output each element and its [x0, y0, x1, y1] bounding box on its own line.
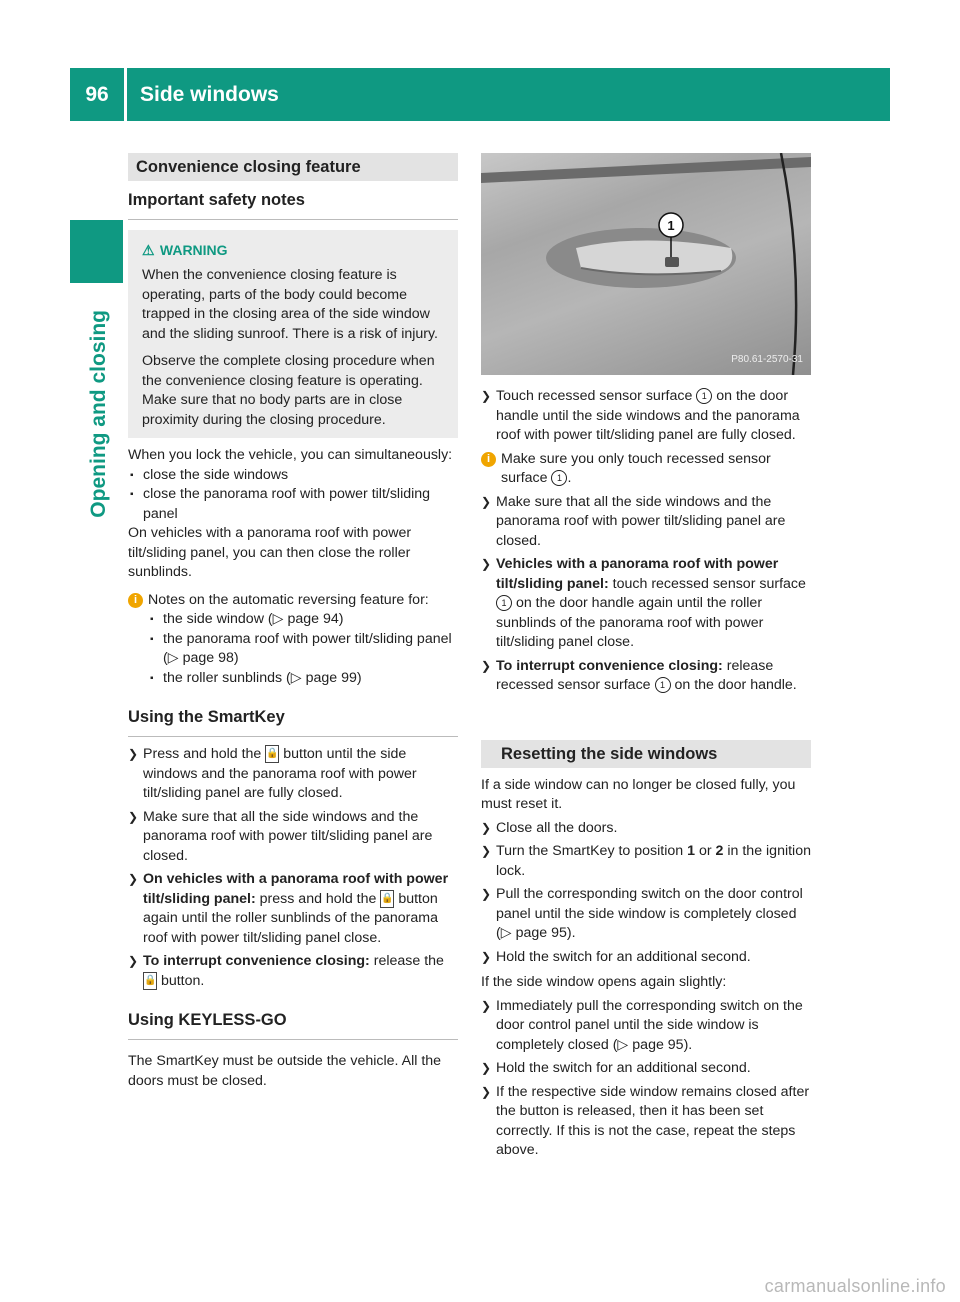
keyless-text: The SmartKey must be outside the vehicle. All the doors must be closed. [128, 1053, 442, 1089]
arrow-icon: ❯ [481, 844, 492, 858]
arrow-icon: ❯ [481, 820, 492, 835]
step-item [481, 555, 811, 653]
warning-triangle-icon: ⚠ [142, 242, 155, 258]
photo-code: P80.61-2570-31 [731, 353, 803, 365]
step-item [128, 808, 458, 867]
step-text: release recessed sensor surface [496, 657, 774, 693]
step-text: press and hold the [259, 890, 377, 907]
step-text: Turn the SmartKey to position [496, 843, 684, 859]
step-text: in the ignition lock. [496, 843, 811, 879]
list-item: ▪ close the panorama roof with power tilt/sliding panel [128, 485, 458, 524]
step-text: button. [160, 972, 205, 989]
arrow-icon: ❯ [481, 494, 492, 509]
warning-label: WARNING [159, 242, 228, 258]
arrow-icon: ❯ [481, 998, 492, 1013]
step-item [481, 657, 811, 696]
step-text: on the door handle again until the roller sunblinds of the panorama roof with power tilt/sliding panel close. [496, 595, 764, 650]
door-handle-illustration [481, 153, 811, 375]
info-note-text: Notes on the automatic reversing feature for: [148, 591, 429, 608]
step-item [481, 842, 811, 881]
step-text: Make sure that all the side windows and the panorama roof with power tilt/sliding panel are closed. [143, 808, 433, 864]
arrow-icon: ❯ [128, 747, 139, 761]
door-handle-photo [481, 153, 811, 375]
step-item [481, 1059, 811, 1079]
page-number: 96 [85, 83, 109, 106]
step-text: Immediately pull the corresponding switch on the door control panel until the side window is completely closed (▷ page 95). [496, 997, 803, 1053]
position-value: 1 [687, 843, 695, 859]
page-reference: ▪ the roller sunblinds (▷ page 99) [148, 669, 458, 689]
step-item [481, 493, 811, 552]
step-text: Close all the doors. [496, 819, 618, 836]
step-text: Pull the corresponding switch on the door control panel until the side window is completely closed (▷ page 95). [496, 886, 803, 941]
reset-intro: If a side window can no longer be closed fully, you must reset it. [481, 776, 796, 812]
arrow-icon: ❯ [481, 557, 492, 571]
warning-text-1: When the convenience closing feature is operating, parts of the body could become trapped in the closing area of the side window and the sliding sunroof. There is a risk of injury. [142, 267, 438, 342]
section-title: Convenience closing feature [128, 153, 458, 181]
arrow-icon: ❯ [481, 887, 492, 901]
step-item [481, 885, 811, 944]
info-icon: i [481, 452, 496, 467]
step-text: release the [373, 953, 444, 969]
arrow-icon: ❯ [481, 1061, 492, 1075]
info-text: . [567, 470, 572, 486]
step-bold: On vehicles with a panorama roof with power tilt/sliding panel: [143, 871, 449, 907]
step-bold: Vehicles with a panorama roof with power tilt/sliding panel: [496, 556, 779, 592]
callout-marker: 1 [655, 677, 671, 693]
info-icon: i [128, 593, 143, 608]
step-text: on the door handle until the side windows and the panorama roof with power tilt/sliding panel are fully closed. [496, 388, 800, 443]
arrow-icon: ❯ [128, 954, 139, 968]
step-item [481, 387, 811, 446]
page-reference: ▪ the panorama roof with power tilt/sliding panel (▷ page 98) [148, 630, 458, 669]
step-bold: To interrupt convenience closing: [143, 953, 370, 969]
step-text: button until the side windows and the panorama roof with power tilt/sliding panel are fully closed. [143, 746, 417, 801]
callout-label: 1 [667, 218, 675, 233]
safety-heading: Important safety notes [128, 189, 458, 220]
lock-button-icon: 🔒 [143, 972, 157, 990]
step-item [128, 952, 458, 991]
callout-marker: 1 [696, 388, 712, 404]
step-text: on the door handle. [674, 677, 797, 693]
step-text: Hold the switch for an additional second. [496, 948, 751, 965]
info-text: Make sure you only touch recessed sensor surface [501, 450, 771, 486]
lock-button-icon: 🔒 [265, 745, 279, 763]
step-item [481, 819, 811, 839]
position-value: 2 [715, 843, 724, 859]
callout-marker: 1 [551, 470, 567, 486]
step-item [481, 1083, 811, 1161]
info-note [128, 591, 458, 689]
page-reference: ▪ the side window (▷ page 94) [148, 610, 458, 630]
step-text: touch recessed sensor surface [612, 575, 806, 592]
step-text: or [698, 843, 712, 859]
list-item: ▪ close the side windows [128, 466, 458, 486]
warning-box [128, 230, 458, 438]
info-note [481, 450, 811, 489]
arrow-icon: ❯ [481, 1084, 492, 1099]
callout-marker: 1 [496, 595, 512, 611]
step-text: Press and hold the [143, 746, 262, 762]
step-item [481, 948, 811, 968]
chapter-label: Opening and closing [87, 310, 110, 518]
step-text: If the respective side window remains closed after the button is released, then it has been set correctly. If this is not the case, repeat the steps above. [496, 1083, 810, 1158]
smartkey-heading: Using the SmartKey [128, 706, 458, 737]
step-bold: To interrupt convenience closing: [496, 657, 723, 674]
step-text: Make sure that all the side windows and the panorama roof with power tilt/sliding panel are closed. [496, 493, 786, 549]
arrow-icon: ❯ [481, 389, 492, 403]
panorama-note: On vehicles with a panorama roof with power tilt/sliding panel, you can then close the roller sunblinds. [128, 525, 412, 580]
right-column [481, 153, 811, 1165]
step-text: Touch recessed sensor surface [496, 388, 693, 404]
lock-button-icon: 🔒 [380, 890, 394, 908]
intro-text: When you lock the vehicle, you can simultaneously: [128, 447, 453, 463]
step-item [128, 745, 458, 804]
chapter-tab [70, 220, 123, 283]
warning-title [142, 240, 450, 260]
step-item [481, 997, 811, 1056]
watermark: carmanualsonline.info [764, 1275, 946, 1296]
step-text: Hold the switch for an additional second. [496, 1060, 751, 1076]
warning-text-2: Observe the complete closing procedure when the convenience closing feature is operating. Make sure that no body parts are in close proximity during the closing procedure. [142, 353, 435, 428]
arrow-icon: ❯ [481, 658, 492, 673]
left-column [128, 153, 458, 1091]
page-title: Side windows [140, 83, 279, 106]
header-divider [124, 68, 127, 121]
arrow-icon: ❯ [128, 872, 139, 886]
reset-heading: Resetting the side windows [481, 740, 811, 768]
arrow-icon: ❯ [481, 949, 492, 964]
step-item [128, 870, 458, 948]
step-text: button again until the roller sunblinds of the panorama roof with power tilt/sliding panel close. [143, 890, 438, 946]
reopen-intro: If the side window opens again slightly: [481, 974, 727, 990]
arrow-icon: ❯ [128, 809, 139, 824]
keyless-heading: Using KEYLESS-GO [128, 1009, 458, 1040]
